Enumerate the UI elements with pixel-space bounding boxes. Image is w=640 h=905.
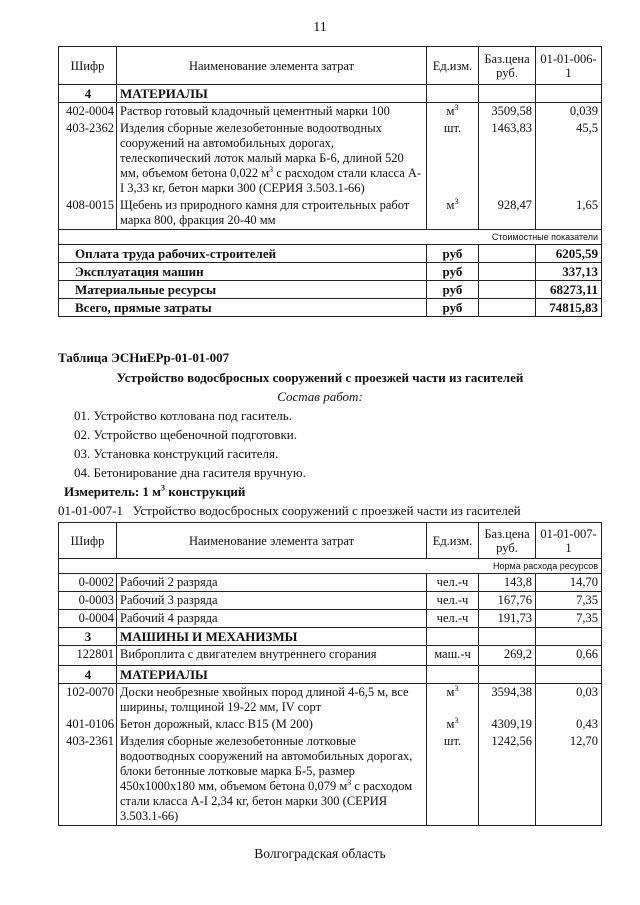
- work-item: 02. Устройство щебеночной подготовки.: [74, 427, 297, 442]
- row-value: 1,65: [536, 197, 602, 230]
- row-unit: чел.-ч: [427, 610, 479, 628]
- works-title: Состав работ:: [277, 389, 363, 404]
- row-code: 102-0070: [59, 684, 117, 717]
- row-unit: чел.-ч: [427, 574, 479, 592]
- total-row: [59, 281, 602, 299]
- row-code: 403-2362: [59, 120, 117, 197]
- row-unit: $м^3$: [427, 716, 479, 733]
- row-price: 3509,58: [479, 103, 536, 121]
- row-price: 1463,83: [479, 120, 536, 197]
- row-name: Рабочий 4 разряда: [117, 610, 427, 628]
- header-norm-code: 01-01-007-1: [536, 523, 602, 559]
- row-name: Изделия сборные железобетонные лотковые водоотводных сооружений на автомобильных дорогах, блоки бетонные лотковые марка Б-5, размер 450х1000х180 мм, объемом бетона 0,079 $м^3$ с расходом стали класса А-I 2,34 кг, бетон марки 300 (СЕРИЯ 3.503.1-66): [117, 733, 427, 826]
- work-item: 04. Бетонирование дна гасителя вручную.: [74, 465, 306, 480]
- section-title: МАШИНЫ И МЕХАНИЗМЫ: [117, 628, 427, 646]
- row-value: 7,35: [536, 610, 602, 628]
- row-price: 167,76: [479, 592, 536, 610]
- row-price: 143,8: [479, 574, 536, 592]
- total-unit: руб: [427, 263, 479, 281]
- section-code: 3: [59, 628, 117, 646]
- table-row: [59, 197, 602, 230]
- header-name: Наименование элемента затрат: [117, 47, 427, 85]
- row-code: 402-0004: [59, 103, 117, 121]
- row-price: 4309,19: [479, 716, 536, 733]
- total-value: 6205,59: [536, 245, 602, 263]
- table-row: [59, 646, 602, 666]
- row-price: 928,47: [479, 197, 536, 230]
- row-unit: чел.-ч: [427, 592, 479, 610]
- row-code: 122801: [59, 646, 117, 666]
- row-unit: $м^3$: [427, 197, 479, 230]
- table-row: [59, 120, 602, 197]
- total-value: 68273,11: [536, 281, 602, 299]
- row-name: Рабочий 2 разряда: [117, 574, 427, 592]
- row-unit: $м^3$: [427, 684, 479, 717]
- section-title: МАТЕРИАЛЫ: [117, 85, 427, 103]
- total-unit: руб: [427, 281, 479, 299]
- row-code: 0-0003: [59, 592, 117, 610]
- work-item: 03. Установка конструкций гасителя.: [74, 446, 279, 461]
- row-name: Доски необрезные хвойных пород длиной 4-6,5 м, все ширины, толщиной 19-22 мм, IV сорт: [117, 684, 427, 717]
- table-subtitle: Устройство водосбросных сооружений с проезжей части из гасителей: [116, 370, 524, 385]
- table-row: [59, 103, 602, 121]
- total-row: [59, 245, 602, 263]
- section-code: 4: [59, 666, 117, 684]
- total-value: 337,13: [536, 263, 602, 281]
- row-value: 0,43: [536, 716, 602, 733]
- row-value: 0,039: [536, 103, 602, 121]
- row-price: 1242,56: [479, 733, 536, 826]
- table-title: Таблица ЭСНиЕРр-01-01-007: [58, 350, 230, 365]
- table-row: [59, 716, 602, 733]
- row-unit: шт.: [427, 733, 479, 826]
- header-unit: Ед.изм.: [427, 47, 479, 85]
- norm-line: 01-01-007-1 Устройство водосбросных сооружений с проезжей части из гасителей: [58, 503, 521, 518]
- total-value: 74815,83: [536, 299, 602, 317]
- total-label: Эксплуатация машин: [59, 263, 427, 281]
- header-price: Баз.цена руб.: [479, 47, 536, 85]
- table-row: [59, 592, 602, 610]
- row-unit: шт.: [427, 120, 479, 197]
- row-value: 0,03: [536, 684, 602, 717]
- norm-note: Норма расхода ресурсов: [59, 559, 602, 574]
- work-item: 01. Устройство котлована под гаситель.: [74, 408, 292, 423]
- table-01-01-006: [58, 46, 602, 317]
- row-name: Изделия сборные железобетонные водоотводных сооружений на автомобильных дорогах, телескопический лоток малый марка Б-6, длиной 520 мм, объемом бетона 0,022 $м^3$ с расходом стали класса А-I 3,33 кг, бетон марки 300 (СЕРИЯ 3.503.1-66): [117, 120, 427, 197]
- table-row: [59, 574, 602, 592]
- row-value: 45,5: [536, 120, 602, 197]
- header-unit: Ед.изм.: [427, 523, 479, 559]
- table-row: [59, 733, 602, 826]
- row-value: 14,70: [536, 574, 602, 592]
- page-number: 11: [313, 20, 327, 35]
- row-price: 269,2: [479, 646, 536, 666]
- meter-label: Измеритель: 1 $м^3$ конструкций: [64, 483, 246, 499]
- row-value: 12,70: [536, 733, 602, 826]
- row-code: 0-0004: [59, 610, 117, 628]
- cost-note: Стоимостные показатели: [59, 230, 602, 245]
- total-row: [59, 299, 602, 317]
- row-name: Виброплита с двигателем внутреннего сгорания: [117, 646, 427, 666]
- total-unit: руб: [427, 299, 479, 317]
- total-unit: руб: [427, 245, 479, 263]
- header-name: Наименование элемента затрат: [117, 523, 427, 559]
- header-code: Шифр: [59, 47, 117, 85]
- header-norm-code: 01-01-006-1: [536, 47, 602, 85]
- table-row: [59, 610, 602, 628]
- row-name: Бетон дорожный, класс В15 (М 200): [117, 716, 427, 733]
- row-price: 3594,38: [479, 684, 536, 717]
- section-code: 4: [59, 85, 117, 103]
- header-price: Баз.цена руб.: [479, 523, 536, 559]
- row-value: 0,66: [536, 646, 602, 666]
- header-code: Шифр: [59, 523, 117, 559]
- total-label: Материальные ресурсы: [59, 281, 427, 299]
- section-title: МАТЕРИАЛЫ: [117, 666, 427, 684]
- row-code: 408-0015: [59, 197, 117, 230]
- row-unit: $м^3$: [427, 103, 479, 121]
- row-unit: маш.-ч: [427, 646, 479, 666]
- row-name: Рабочий 3 разряда: [117, 592, 427, 610]
- table-row: [59, 684, 602, 717]
- row-code: 403-2361: [59, 733, 117, 826]
- row-value: 7,35: [536, 592, 602, 610]
- row-name: Щебень из природного камня для строительных работ марка 800, фракция 20-40 мм: [117, 197, 427, 230]
- row-code: 0-0002: [59, 574, 117, 592]
- total-label: Оплата труда рабочих-строителей: [59, 245, 427, 263]
- row-price: 191,73: [479, 610, 536, 628]
- footer-region: Волгоградская область: [254, 846, 386, 861]
- total-row: [59, 263, 602, 281]
- table-01-01-007: [58, 522, 602, 826]
- row-name: Раствор готовый кладочный цементный марки 100: [117, 103, 427, 121]
- row-code: 401-0106: [59, 716, 117, 733]
- total-label: Всего, прямые затраты: [59, 299, 427, 317]
